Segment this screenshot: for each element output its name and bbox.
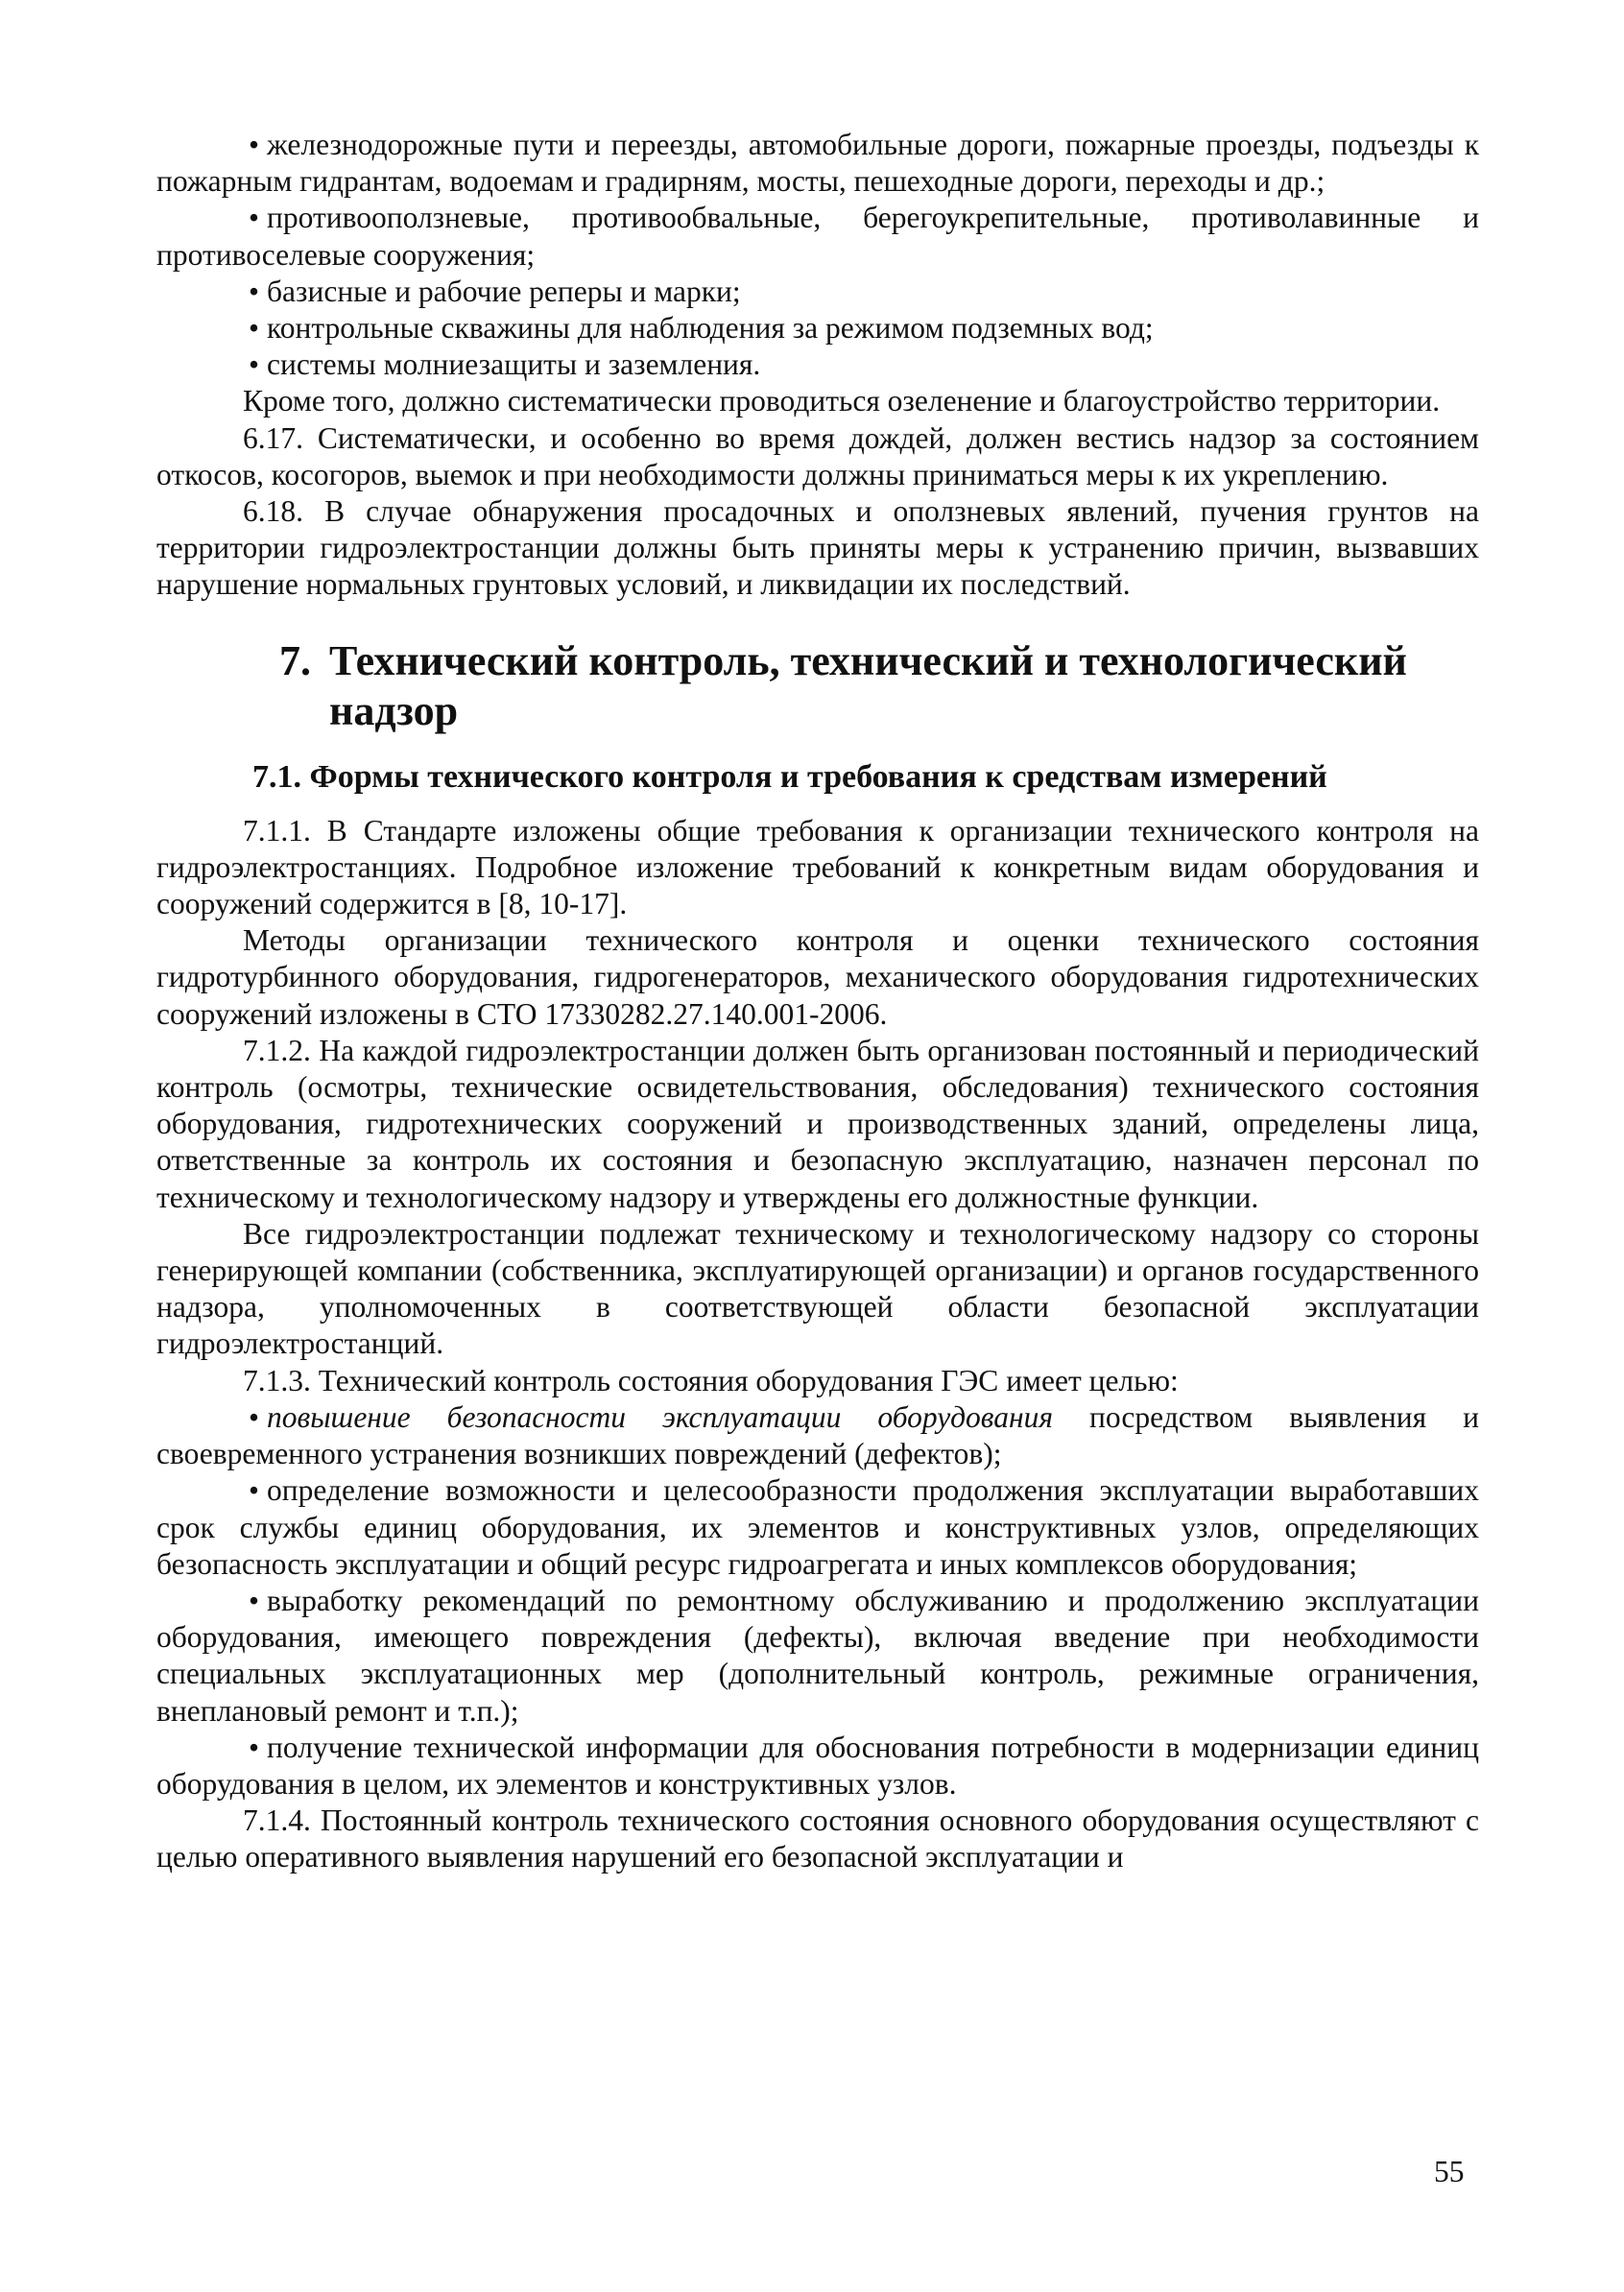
list-item: • повышение безопасности эксплуатации оборудования посредством выявления и своевременного устранения возникших повреждений (дефектов); [156,1399,1479,1471]
paragraph-6-17: 6.17. Систематически, и особенно во время дождей, должен вестись надзор за состоянием откосов, косогоров, выемок и при необходимости должны приниматься меры к их укреплению. [156,420,1479,491]
list-item: • определение возможности и целесообразности продолжения эксплуатации выработавших срок службы единиц оборудования, их элементов и конструктивных узлов, определяющих безопасность эксплуатации и общий ресурс гидроагрегата и иных комплексов оборудования; [156,1473,1479,1581]
paragraph: Все гидроэлектростанции подлежат техническому и технологическому надзору со стороны генерирующей компании (собственника, эксплуатирующей организации) и органов государственного надзора, уполномоченных в соответствующей области безопасной эксплуатации гидроэлектростанций. [156,1216,1479,1361]
paragraph: Методы организации технического контроля и оценки технического состояния гидротурбинного оборудования, гидрогенераторов, механического оборудования гидротехнических сооружений изложены в СТО 17330282.27.140.001-2006. [156,923,1479,1031]
paragraph-7-1-4: 7.1.4. Постоянный контроль технического состояния основного оборудования осуществляют с целью оперативного выявления нарушений его безопасной эксплуатации и [156,1803,1479,1874]
bullet-icon: • [249,201,260,235]
list-item: • выработку рекомендаций по ремонтному обслуживанию и продолжению эксплуатации оборудования, имеющего повреждения (дефекты), включая введение при необходимости специальных эксплуатационных мер (дополнительный контроль, режимные ограничения, внеплановый ремонт и т.п.); [156,1583,1479,1728]
list-item: • базисные и рабочие реперы и марки; [249,274,741,308]
bullet-icon: • [249,1473,260,1508]
paragraph-6-18: 6.18. В случае обнаружения просадочных и оползневых явлений, пучения грунтов на территории гидроэлектростанции должны быть приняты меры к устранению причин, вызвавших нарушение нормальных грунтовых условий, и ликвидации их последствий. [156,494,1479,602]
list-item: • противооползневые, противообвальные, берегоукрепительные, противолавинные и противоселевые сооружения; [156,201,1479,272]
italic-lead: повышение безопасности эксплуатации оборудования [267,1399,1054,1434]
section-heading [156,636,1479,736]
bullet-icon: • [249,1730,260,1764]
paragraph-7-1-1: 7.1.1. В Стандарте изложены общие требования к организации технического контроля на гидроэлектростанциях. Подробное изложение требований к конкретным видам оборудования и сооружений содержится в [8, 10-17]. [156,813,1479,921]
paragraph-7-1-3: 7.1.3. Технический контроль состояния оборудования ГЭС имеет целью: [243,1363,1179,1397]
bullet-icon: • [249,347,260,382]
section-number: 7. [279,636,311,684]
section-title-line2: надзор [329,686,459,734]
list-item: • получение технической информации для обоснования потребности в модернизации единиц оборудования в целом, их элементов и конструктивных узлов. [156,1730,1479,1801]
bullet-icon: • [249,128,260,161]
bullet-icon: • [249,1583,260,1617]
section-title-line1: Технический контроль, технический и технологический [329,636,1407,684]
bullet-icon: • [249,311,260,346]
paragraph-7-1-2: 7.1.2. На каждой гидроэлектростанции должен быть организован постоянный и периодический контроль (осмотры, технические освидетельствования, обследования) технического состояния оборудования, гидротехнических сооружений и производственных зданий, определены лица, ответственные за контроль их состояния и безопасную эксплуатацию, назначен персонал по техническому и технологическому надзору и утверждены его должностные функции. [156,1033,1479,1214]
page-number: 55 [1434,2155,1465,2188]
subsection-heading: 7.1. Формы технического контроля и требования к средствам измерений [252,758,1327,795]
paragraph: Кроме того, должно систематически проводиться озеленение и благоустройство территории. [243,384,1441,418]
bullet-icon: • [249,1399,260,1434]
document-page [156,127,1479,1876]
list-item: • контрольные скважины для наблюдения за режимом подземных вод; [249,311,1154,346]
list-item: • железнодорожные пути и переезды, автомобильные дороги, пожарные проезды, подъезды к пожарным гидрантам, водоемам и градирням, мосты, пешеходные дороги, переходы и др.; [156,128,1479,199]
list-item: • системы молниезащиты и заземления. [249,347,761,382]
bullet-icon: • [249,274,260,308]
